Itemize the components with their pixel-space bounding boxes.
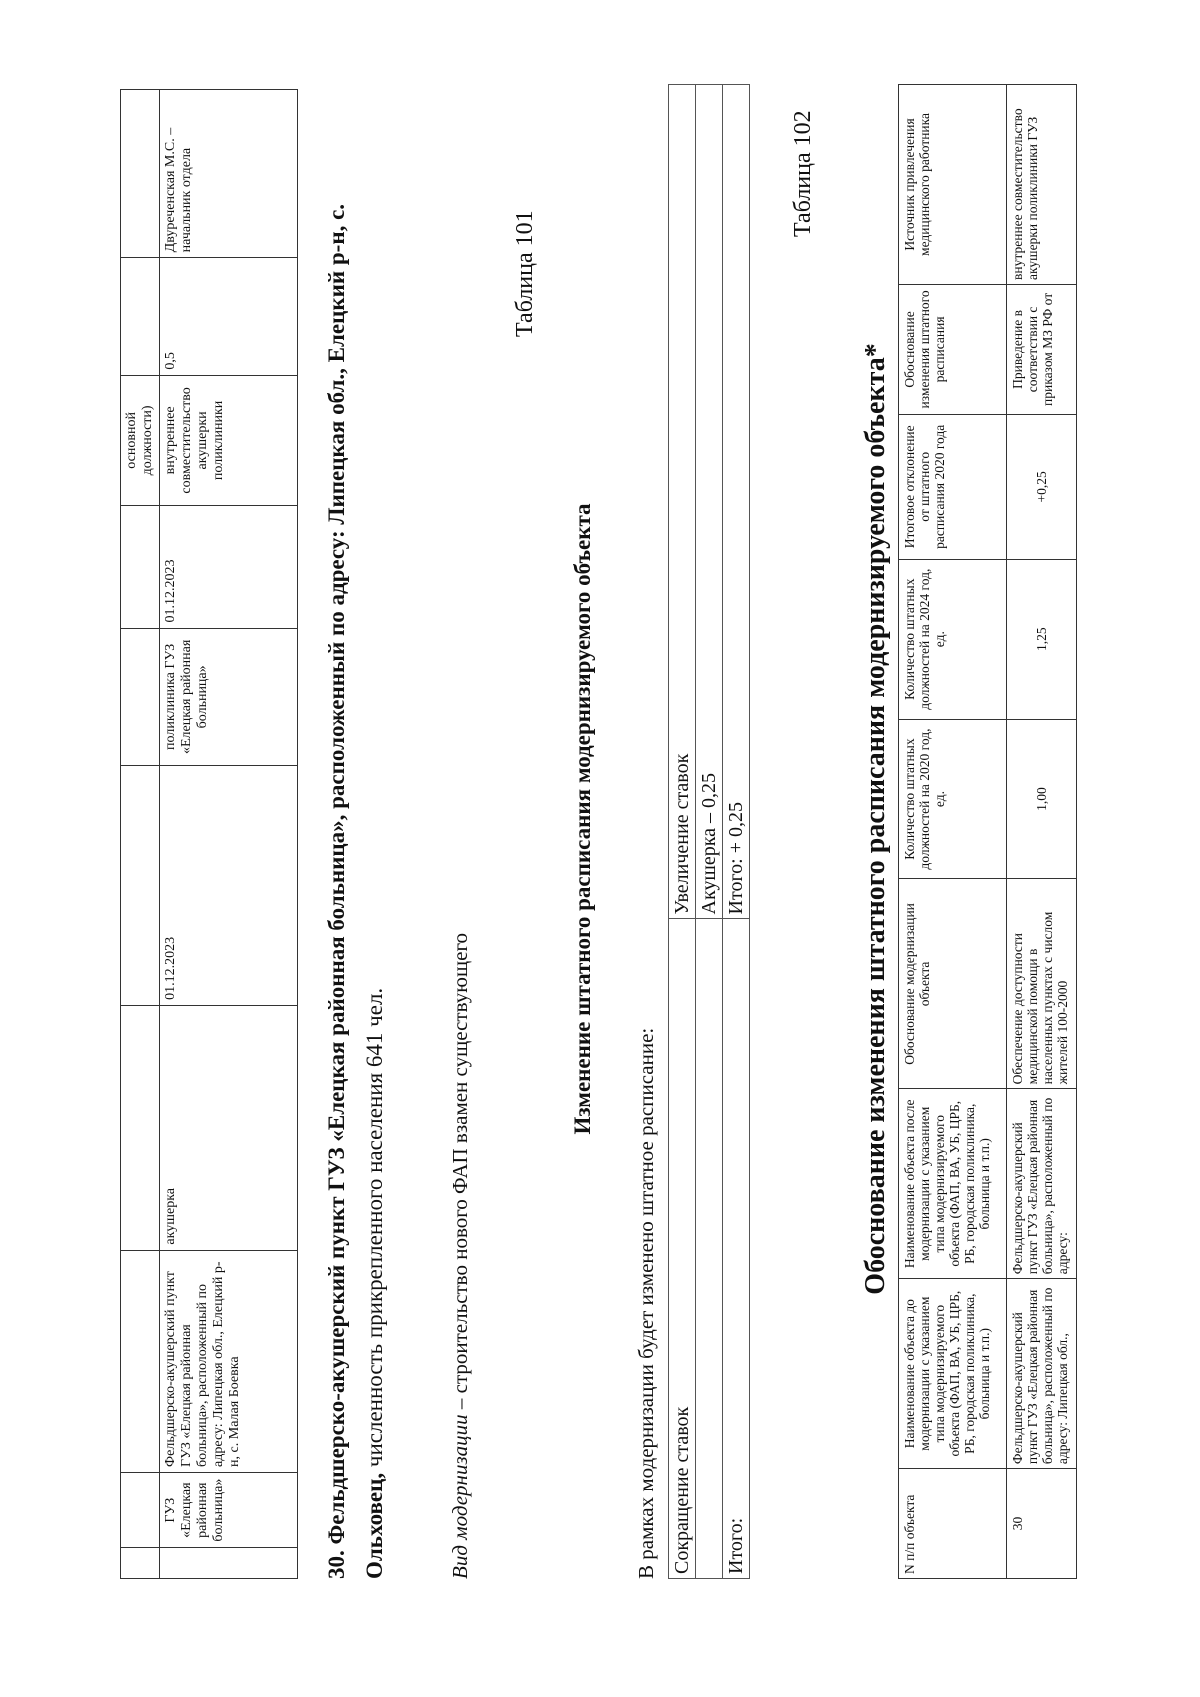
table-cell: Итого: [723, 919, 750, 1579]
table-cell [160, 1548, 298, 1579]
table-cell [121, 90, 160, 258]
table-header-cell: Наименование объекта после модернизации с указанием типа модернизируемого объекта (ФАП, ВА, УБ, ЦРБ, РБ, городская поликлиника, больница и т.п.) [899, 1089, 1007, 1279]
table-cell [121, 506, 160, 628]
table-cell: Акушерка – 0,25 [696, 85, 723, 919]
table-cell [121, 1472, 160, 1547]
table-cell: Приведение в соответствии с приказом МЗ РФ от [1007, 284, 1077, 414]
table-cell [121, 628, 160, 766]
table-cell: +0,25 [1007, 414, 1077, 559]
staffing-plan-table-continuation [120, 89, 298, 1579]
table-cell-combo-header: основной должности) [121, 375, 160, 506]
table-cell [121, 1250, 160, 1472]
modernization-type [448, 933, 473, 1579]
table-cell [121, 766, 160, 1006]
table-cell-date: 01.12.2023 [160, 506, 298, 628]
table-cell-rate: 0,5 [160, 258, 298, 375]
table-cell-combo: внутреннее совместительство акушерки поликлиники [160, 375, 298, 506]
table-cell: Увеличение ставок [669, 85, 696, 919]
table-header-cell: Итоговое отклонение от штатного расписания 2020 года [899, 414, 1007, 559]
table-cell-org: ГУЗ «Елецкая районная больница» [160, 1472, 298, 1547]
table-cell-responsible: Двуреченская М.С. – начальник отдела [160, 90, 298, 258]
table-cell-position: акушерка [160, 1005, 298, 1250]
table-cell: внутреннее совместительство акушерки поликлиники ГУЗ [1007, 85, 1077, 285]
table-cell [121, 1005, 160, 1250]
table-header-cell: N п/п объекта [899, 1469, 1007, 1579]
table-101-label: Таблица 101 [512, 210, 538, 337]
staff-justification-table [898, 84, 1077, 1579]
table-cell: Сокращение ставок [669, 919, 696, 1579]
table-cell-date: 01.12.2023 [160, 766, 298, 1006]
table-101-intro: В рамках модернизации будет изменено штатное расписание: [634, 1027, 658, 1579]
table-cell-staff-source: поликлиника ГУЗ «Елецкая районная больница» [160, 628, 298, 766]
staff-change-table [668, 84, 750, 1579]
modernization-type-value: – строительство нового ФАП взамен существующего [448, 932, 472, 1415]
section-heading-bold: 30. Фельдшерско-акушерский пункт ГУЗ «Елецкая районная больница», расположенный по адресу: Липецкая обл., Елецкий р-н, с. Ольховец, [324, 203, 387, 1579]
table-cell: 1,00 [1007, 719, 1077, 879]
table-header-cell: Количество штатных должностей на 2024 год, ед. [899, 559, 1007, 719]
table-101-title: Изменение штатного расписания модернизируемого объекта [570, 503, 595, 1135]
table-header-cell: Обоснование изменения штатного расписания [899, 284, 1007, 414]
table-cell [121, 1548, 160, 1579]
table-header-cell: Наименование объекта до модернизации с указанием типа модернизируемого объекта (ФАП, ВА, УБ, ЦРБ, РБ, городская поликлиника, больница и т.п.) [899, 1279, 1007, 1469]
table-cell: Итого: + 0,25 [723, 85, 750, 919]
table-cell: 1,25 [1007, 559, 1077, 719]
table-header-cell: Источник привлечения медицинского работника [899, 85, 1007, 285]
section-heading [318, 109, 394, 1579]
table-102-title: Обоснование изменения штатного расписания модернизируемого объекта* [860, 343, 891, 1295]
table-cell: 30 [1007, 1469, 1077, 1579]
table-cell: Фельдшерско-акушерский пункт ГУЗ «Елецкая районная больница», расположенный по адресу: [1007, 1089, 1077, 1279]
table-cell [696, 919, 723, 1579]
table-header-cell: Обоснование модернизации объекта [899, 879, 1007, 1089]
table-102-label: Таблица 102 [790, 110, 816, 237]
modernization-type-label: Вид модернизации [448, 1414, 472, 1579]
section-heading-normal: численность прикрепленного населения 641 чел. [362, 987, 387, 1473]
table-cell: Обеспечение доступности медицинской помощи в населенных пунктах с числом жителей 100-2000 [1007, 879, 1077, 1089]
table-cell-object: Фельдшерско-акушерский пункт ГУЗ «Елецкая районная больница», расположенный по адресу: Липецкая обл., Елецкий р-н, с. Малая Боевка [160, 1250, 298, 1472]
table-header-cell: Количество штатных должностей на 2020 год, ед. [899, 719, 1007, 879]
table-cell [121, 258, 160, 375]
table-cell: Фельдшерско-акушерский пункт ГУЗ «Елецкая районная больница», расположенный по адресу: Липецкая обл., [1007, 1279, 1077, 1469]
